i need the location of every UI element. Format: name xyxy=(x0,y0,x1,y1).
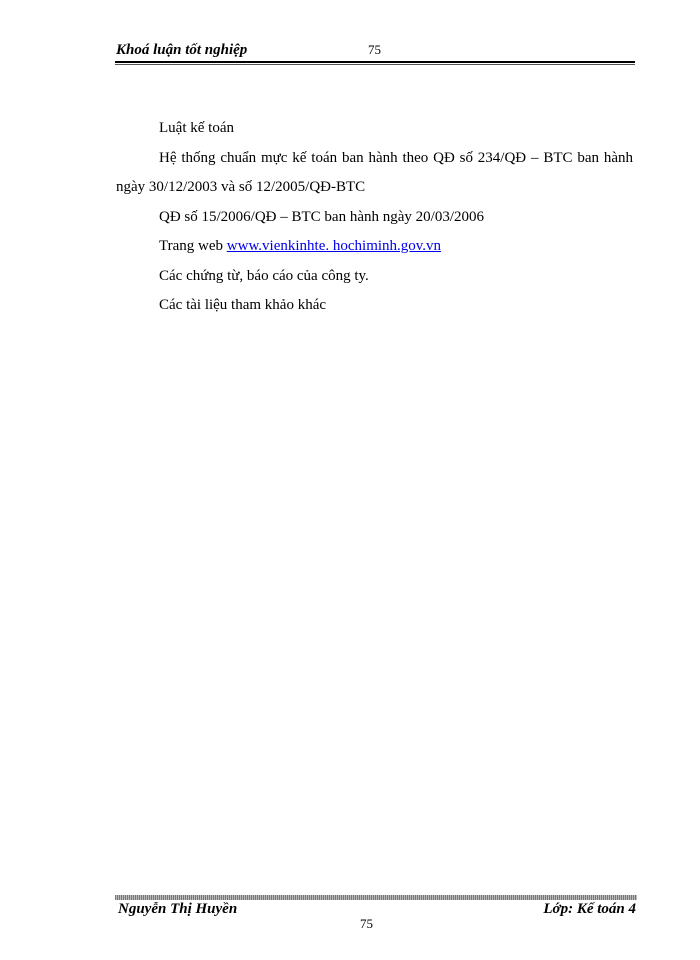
reference-item-other-materials: Các tài liệu tham khảo khác xyxy=(159,297,327,313)
footer-divider xyxy=(115,895,637,900)
footer-author: Nguyễn Thị Huyền xyxy=(118,901,238,917)
reference-item-company-documents: Các chứng từ, báo cáo của công ty. xyxy=(159,267,369,284)
header-title: Khoá luận tốt nghiệp xyxy=(116,42,248,58)
website-link[interactable]: www.vienkinhte. hochiminh.gov.vn xyxy=(226,238,442,254)
header-page-number: 75 xyxy=(368,42,381,57)
reference-item-accounting-standards: Hệ thống chuẩn mực kế toán ban hành theo QĐ số 234/QĐ – BTC ban hành ngày 30/12/2003 và số 12/2005/QĐ-BTC xyxy=(116,149,633,195)
reference-item-website xyxy=(116,232,633,262)
reference-item-accounting-law: Luật kế toán xyxy=(159,120,234,136)
header-divider-thin xyxy=(115,64,635,65)
reference-item-decision-15: QĐ số 15/2006/QĐ – BTC ban hành ngày 20/03/2006 xyxy=(159,208,484,225)
website-label: Trang web xyxy=(159,238,227,254)
reference-list xyxy=(116,114,633,321)
footer-class: Lớp: Kế toán 4 xyxy=(543,901,636,917)
header-divider xyxy=(115,61,635,63)
footer-page-number: 75 xyxy=(360,916,373,931)
